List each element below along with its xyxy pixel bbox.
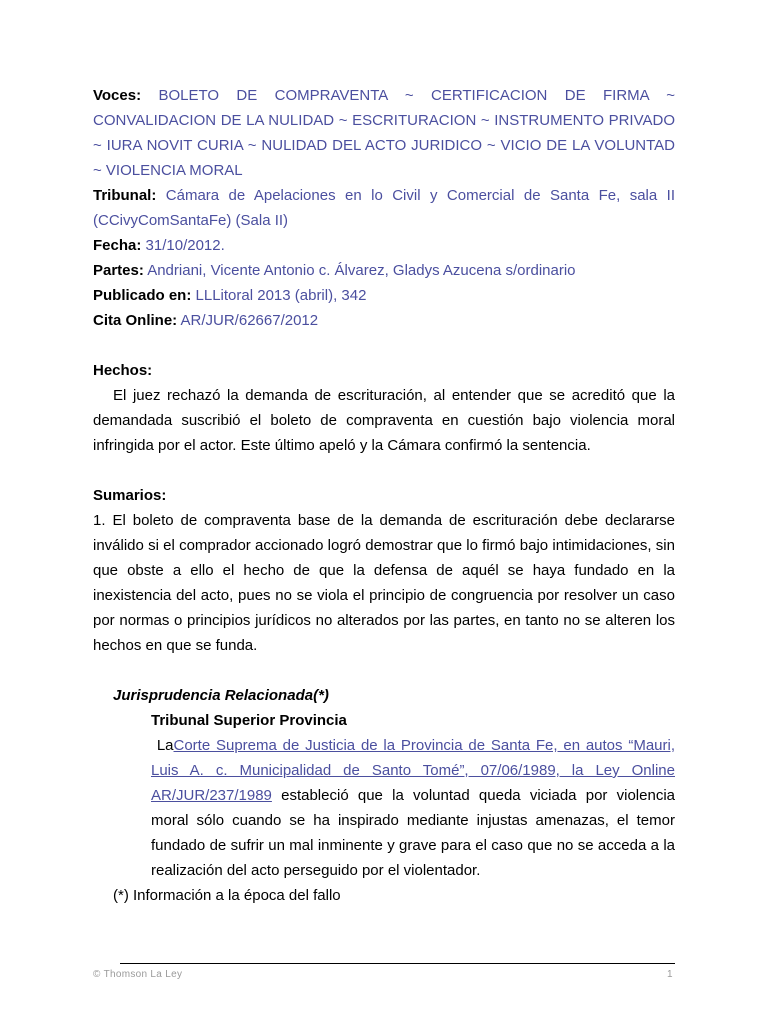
hechos-heading: Hechos:	[93, 362, 153, 379]
sumarios-heading: Sumarios:	[93, 487, 167, 504]
document-body	[93, 83, 675, 908]
spacer	[93, 333, 675, 358]
partes-line	[93, 258, 675, 283]
tribunal-label: Tribunal:	[93, 187, 157, 204]
metadata-block	[93, 83, 675, 333]
page-number: 1	[667, 969, 673, 980]
spacer	[93, 458, 675, 483]
publicado-label: Publicado en:	[93, 287, 192, 304]
voces-line	[93, 83, 675, 183]
fecha-line	[93, 233, 675, 258]
voces-label: Voces:	[93, 87, 142, 104]
jurisprudencia-footnote: (*) Información a la época del fallo	[113, 887, 341, 904]
jurisprudencia-rest: estableció que la voluntad queda viciada por violencia moral sólo cuando se ha inspirado mediante injustas amenazas, el temor fundado de sufrir un mal inminente y grave para el caso que no se acceda a la realización del acto perseguido por el violentador.	[151, 787, 675, 879]
partes-label: Partes:	[93, 262, 144, 279]
fecha-value: 31/10/2012.	[145, 237, 225, 254]
jurisprudencia-subtitle: Tribunal Superior Provincia	[151, 712, 347, 729]
fecha-label: Fecha:	[93, 237, 142, 254]
partes-value: Andriani, Vicente Antonio c. Álvarez, Gladys Azucena s/ordinario	[147, 262, 576, 279]
jurisprudencia-prefix: La	[156, 737, 174, 754]
cita-label: Cita Online:	[93, 312, 178, 329]
footer-copyright: © Thomson La Ley	[93, 969, 183, 980]
tribunal-value: Cámara de Apelaciones en lo Civil y Comercial de Santa Fe, sala II (CCivyComSantaFe) (Sala II)	[93, 187, 675, 229]
jurisprudencia-title: Jurisprudencia Relacionada(*)	[113, 687, 329, 704]
voces-value: BOLETO DE COMPRAVENTA ~ CERTIFICACION DE FIRMA ~ CONVALIDACION DE LA NULIDAD ~ ESCRITURACION ~ INSTRUMENTO PRIVADO ~ IURA NOVIT CURIA ~ NULIDAD DEL ACTO JURIDICO ~ VICIO DE LA VOLUNTAD ~ VIOLENCIA MORAL	[93, 87, 675, 179]
publicado-value: LLLitoral 2013 (abril), 342	[195, 287, 367, 304]
footer-divider	[120, 963, 675, 964]
tribunal-line	[93, 183, 675, 233]
cita-line	[93, 308, 675, 333]
hechos-text: El juez rechazó la demanda de escrituración, al entender que se acreditó que la demandada suscribió el boleto de compraventa en cuestión bajo violencia moral infringida por el actor. Este último apeló y la Cámara confirmó la sentencia.	[93, 387, 675, 454]
jurisprudencia-block	[113, 683, 675, 908]
jurisprudencia-text	[151, 733, 675, 883]
cita-value: AR/JUR/62667/2012	[180, 312, 319, 329]
spacer	[93, 658, 675, 683]
publicado-line	[93, 283, 675, 308]
jurisprudencia-link[interactable]: Corte Suprema de Justicia de la Provincia de Santa Fe, en autos “Mauri, Luis A. c. Municipalidad de Santo Tomé”, 07/06/1989, la Ley Online AR/JUR/237/1989	[151, 737, 675, 804]
sumario-item-1: 1. El boleto de compraventa base de la demanda de escrituración debe declararse inválido si el comprador accionado logró demostrar que lo firmó bajo intimidaciones, sin que obste a ello el hecho de que la defensa de aquél se haya fundado en la inexistencia del acto, pues no se viola el principio de congruencia por resolver un caso por normas o principios jurídicos no alterados por las partes, en tanto no se alteren los hechos en que se funda.	[93, 512, 675, 654]
